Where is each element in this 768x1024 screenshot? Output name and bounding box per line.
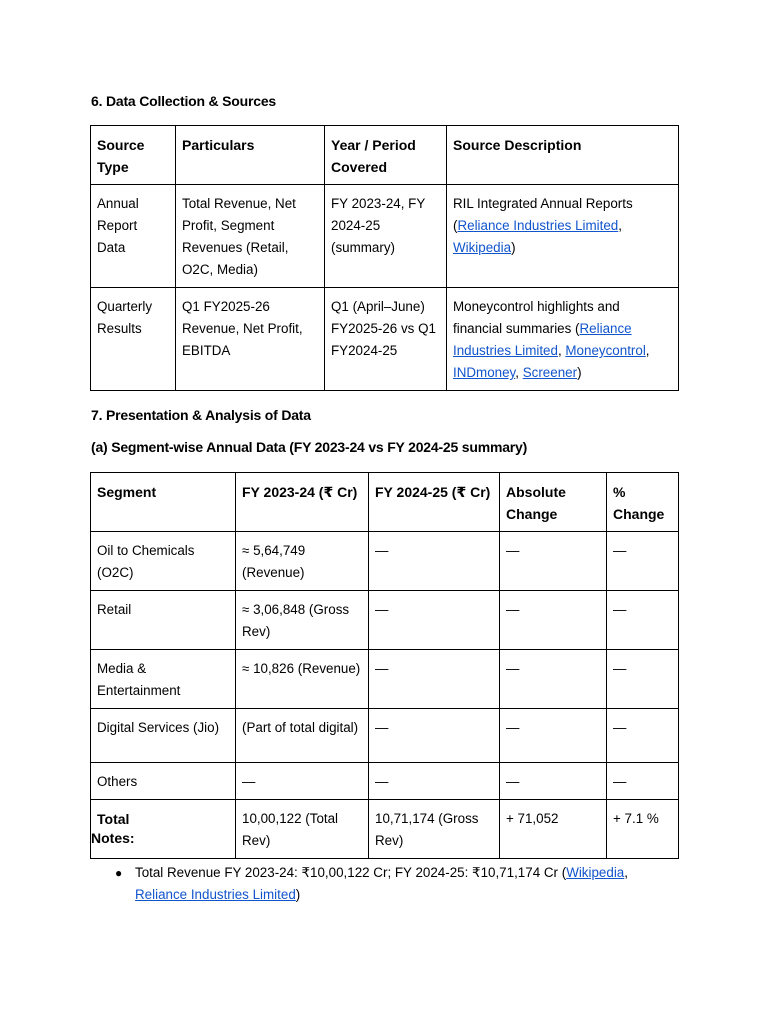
cell-absolute-change: — (500, 591, 607, 650)
table-row (91, 532, 679, 591)
sources-header-row (91, 126, 679, 185)
description-suffix: ) (511, 240, 516, 255)
segment-table (90, 472, 679, 859)
cell-particulars: Total Revenue, Net Profit, Segment Revenues (Retail, O2C, Media) (176, 185, 325, 288)
cell-fy2023-24: 10,00,122 (Total Rev) (236, 800, 369, 859)
cell-source-description: RIL Integrated Annual Reports (Reliance Industries Limited, Wikipedia) (447, 185, 679, 288)
cell-segment-total: Total (91, 800, 236, 859)
cell-source-type: Annual Report Data (91, 185, 176, 288)
cell-absolute-change: — (500, 532, 607, 591)
header-fy2024-25: FY 2024-25 (₹ Cr) (369, 473, 500, 532)
table-row-total (91, 800, 679, 859)
header-absolute-change: Absolute Change (500, 473, 607, 532)
link-moneycontrol[interactable]: Moneycontrol (565, 343, 646, 358)
cell-fy2024-25: — (369, 650, 500, 709)
link-indmoney[interactable]: INDmoney (453, 365, 516, 380)
header-source-type: Source Type (91, 126, 176, 185)
cell-fy2024-25: 10,71,174 (Gross Rev) (369, 800, 500, 859)
list-item: Total Revenue FY 2023-24: ₹10,00,122 Cr; FY 2024-25: ₹10,71,174 Cr (Wikipedia, Reliance Industries Limited) (135, 865, 628, 902)
cell-absolute-change: — (500, 709, 607, 763)
cell-absolute-change: — (500, 650, 607, 709)
link-screener[interactable]: Screener (522, 365, 578, 380)
cell-fy2024-25: — (369, 591, 500, 650)
notes-label: Notes: (91, 830, 135, 846)
cell-percent-change: — (607, 763, 679, 800)
link-wikipedia[interactable]: Wikipedia (566, 865, 625, 880)
cell-segment: Oil to Chemicals (O2C) (91, 532, 236, 591)
header-period: Year / Period Covered (325, 126, 447, 185)
cell-segment: Digital Services (Jio) (91, 709, 236, 763)
segment-header-row (91, 473, 679, 532)
cell-fy2024-25: — (369, 709, 500, 763)
cell-segment: Others (91, 763, 236, 800)
description-text: Moneycontrol highlights and financial summaries ( (453, 299, 620, 336)
cell-period: FY 2023-24, FY 2024-25 (summary) (325, 185, 447, 288)
section-6-heading: 6. Data Collection & Sources (91, 93, 277, 109)
cell-source-description: Moneycontrol highlights and financial summaries (Reliance Industries Limited, Moneycontrol, INDmoney, Screener) (447, 288, 679, 391)
table-row (91, 709, 679, 763)
cell-percent-change: — (607, 650, 679, 709)
sources-table (90, 125, 679, 391)
header-percent-change: % Change (607, 473, 679, 532)
cell-absolute-change: + 71,052 (500, 800, 607, 859)
notes-list (115, 862, 675, 906)
header-fy2023-24: FY 2023-24 (₹ Cr) (236, 473, 369, 532)
cell-percent-change: — (607, 532, 679, 591)
cell-fy2024-25: — (369, 763, 500, 800)
bullet-icon: ● (115, 866, 123, 880)
link-reliance-industries[interactable]: Reliance Industries Limited (135, 887, 296, 902)
cell-segment: Retail (91, 591, 236, 650)
cell-percent-change: — (607, 709, 679, 763)
note-text: Total Revenue FY 2023-24: ₹10,00,122 Cr; FY 2024-25: ₹10,71,174 Cr ( (135, 865, 567, 880)
cell-percent-change: — (607, 591, 679, 650)
cell-fy2023-24: ≈ 3,06,848 (Gross Rev) (236, 591, 369, 650)
link-wikipedia[interactable]: Wikipedia (453, 240, 512, 255)
description-text: RIL Integrated Annual Reports ( (453, 196, 633, 233)
header-source-description: Source Description (447, 126, 679, 185)
cell-fy2023-24: (Part of total digital) (236, 709, 369, 763)
cell-absolute-change: — (500, 763, 607, 800)
header-segment: Segment (91, 473, 236, 532)
cell-segment: Media & Entertainment (91, 650, 236, 709)
cell-particulars: Q1 FY2025-26 Revenue, Net Profit, EBITDA (176, 288, 325, 391)
cell-fy2024-25: — (369, 532, 500, 591)
note-suffix: ) (295, 887, 301, 902)
table-row (91, 288, 679, 391)
cell-period: Q1 (April–June) FY2025-26 vs Q1 FY2024-25 (325, 288, 447, 391)
cell-fy2023-24: — (236, 763, 369, 800)
cell-percent-change: + 7.1 % (607, 800, 679, 859)
cell-fy2023-24: ≈ 10,826 (Revenue) (236, 650, 369, 709)
link-reliance-industries[interactable]: Reliance Industries Limited (453, 321, 632, 358)
cell-fy2023-24: ≈ 5,64,749 (Revenue) (236, 532, 369, 591)
table-row (91, 591, 679, 650)
cell-source-type: Quarterly Results (91, 288, 176, 391)
table-row (91, 650, 679, 709)
link-reliance-industries[interactable]: Reliance Industries Limited (457, 218, 619, 233)
section-7a-subheading: (a) Segment-wise Annual Data (FY 2023-24 vs FY 2024-25 summary) (91, 439, 528, 455)
section-7-heading: 7. Presentation & Analysis of Data (91, 407, 311, 423)
description-suffix: ) (577, 365, 582, 380)
table-row (91, 185, 679, 288)
table-row (91, 763, 679, 800)
header-particulars: Particulars (176, 126, 325, 185)
